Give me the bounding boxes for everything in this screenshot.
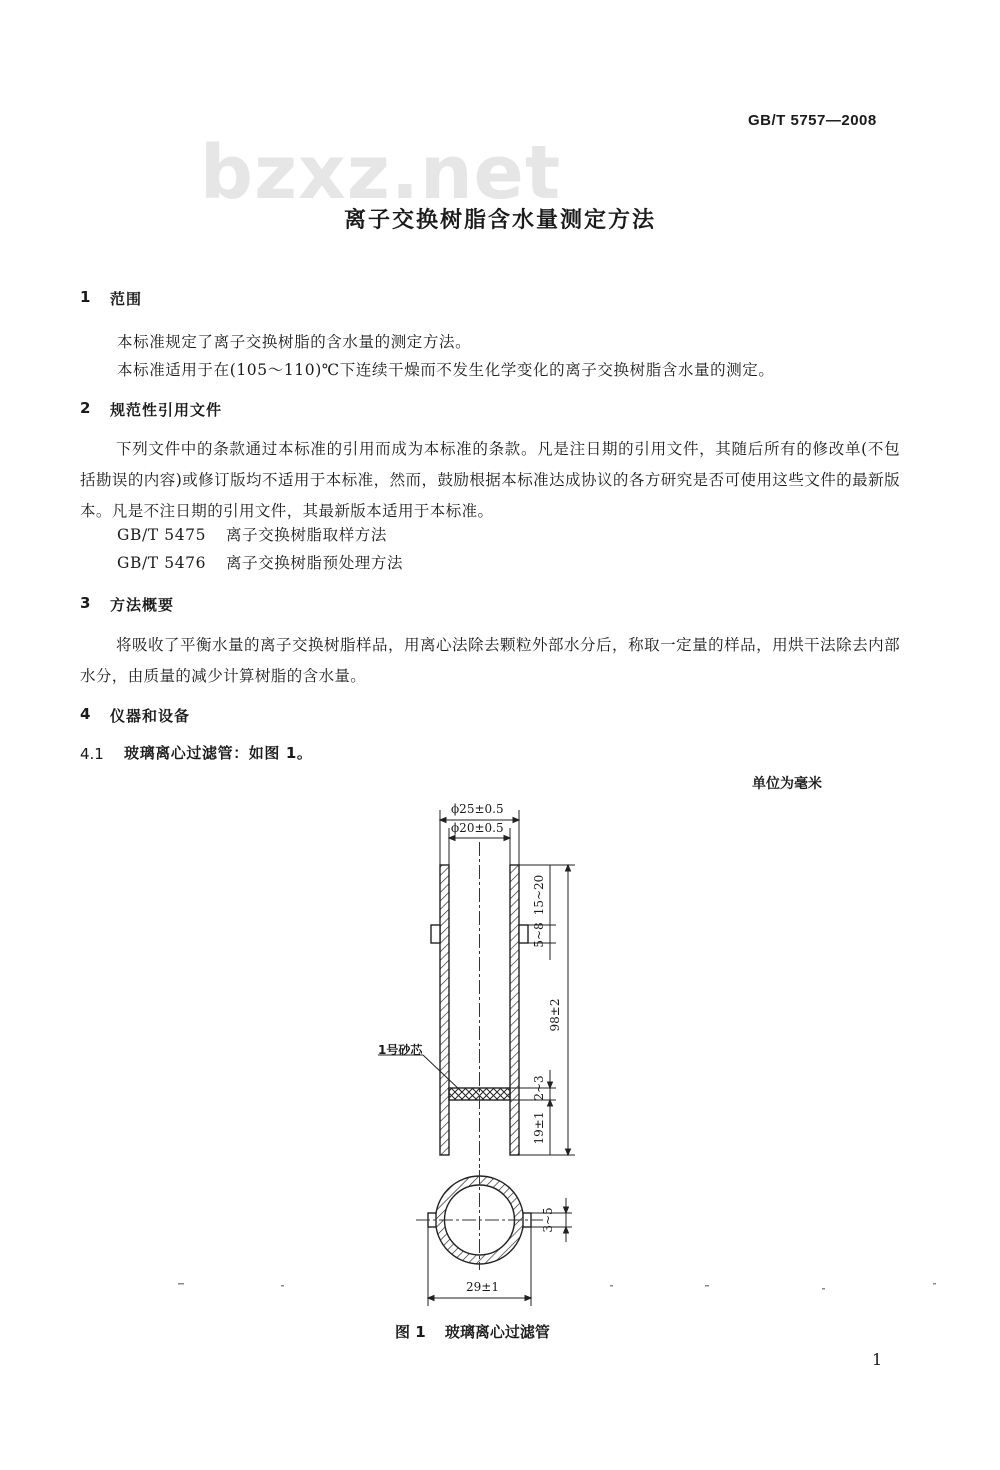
- subsection-4-1-number: 4.1: [80, 745, 104, 763]
- reference-name-1: 离子交换树脂取样方法: [226, 526, 388, 544]
- dim-lug-width: 3~5: [541, 1207, 555, 1233]
- reference-code-1: GB/T 5475: [117, 526, 207, 544]
- dim-inner-diameter: ϕ20±0.5: [451, 821, 504, 835]
- dim-frit-thickness: 2~3: [532, 1075, 546, 1101]
- dim-bottom-length: 19±1: [532, 1111, 546, 1145]
- section-2-title: 规范性引用文件: [110, 401, 223, 419]
- section-1-title: 范围: [110, 290, 143, 308]
- section-1-para-1: 本标准规定了离子交换树脂的含水量的测定方法。: [117, 333, 472, 351]
- page-number: 1: [872, 1350, 883, 1369]
- standard-number: GB/T 5757—2008: [748, 112, 877, 129]
- reference-name-2: 离子交换树脂预处理方法: [226, 554, 404, 572]
- frit-label: 1号砂芯: [378, 1043, 423, 1057]
- tube-side-view: [431, 842, 528, 1168]
- figure-caption: [395, 1321, 550, 1342]
- dim-top-to-lug: 15~20: [532, 874, 546, 916]
- section-3-para-1: 将吸收了平衡水量的离子交换树脂样品，用离心法除去颗粒外部水分后，称取一定量的样品，用烘干法除去内部水分，由质量的减少计算树脂的含水量。: [80, 636, 900, 685]
- watermark: bzxz.net: [200, 130, 562, 216]
- figure-caption-text: 玻璃离心过滤管: [444, 1323, 550, 1341]
- section-3-title: 方法概要: [110, 596, 175, 614]
- section-3-number: 3: [80, 594, 91, 612]
- tube-top-view: [416, 1170, 543, 1270]
- diameter-dimensions: [440, 810, 519, 865]
- section-1-number: 1: [80, 288, 91, 306]
- section-1-para-2: 本标准适用于在(105～110)℃下连续干燥而不发生化学变化的离子交换树脂含水量的测定。: [117, 361, 775, 379]
- document-title: 离子交换树脂含水量测定方法: [343, 208, 656, 233]
- dim-outer-diameter: ϕ25±0.5: [451, 802, 504, 816]
- unit-note: 单位为毫米: [752, 776, 822, 792]
- dim-lug-height: 5~8: [532, 922, 546, 948]
- scan-specks: [178, 1283, 936, 1290]
- section-2-number: 2: [80, 399, 91, 417]
- dim-overall-width: 29±1: [466, 1280, 499, 1294]
- subsection-4-1-text: 玻璃离心过滤管：如图 1。: [124, 744, 313, 762]
- figure-caption-number: 图 1: [395, 1323, 426, 1341]
- reference-code-2: GB/T 5476: [117, 554, 207, 572]
- section-4-title: 仪器和设备: [110, 707, 191, 725]
- section-2-para-1: 下列文件中的条款通过本标准的引用而成为本标准的条款。凡是注日期的引用文件，其随后所有的修改单(不包括勘误的内容)或修订版均不适用于本标准，然而，鼓励根据本标准达成协议的各方研究是否可使用这些文件的最新版本。凡是不注日期的引用文件，其最新版本适用于本标准。: [80, 440, 900, 520]
- section-4-number: 4: [80, 705, 91, 723]
- dim-total-length: 98±2: [548, 998, 562, 1032]
